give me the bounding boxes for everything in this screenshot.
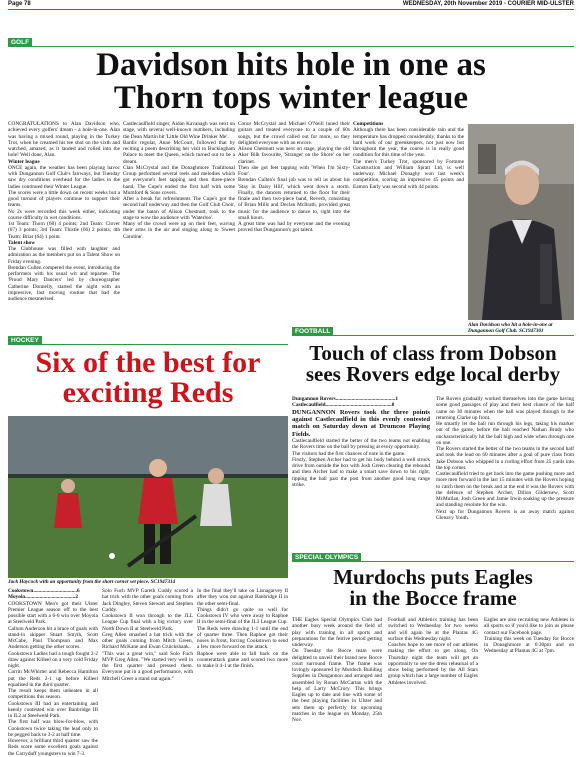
hockey-para: In the final they'll take on Lisnagarvey II after they won out against Banbridge II in the other semi-final. bbox=[197, 588, 288, 607]
golf-para: A great time was had by everyone and the evening proved that Dungannon's got talent. bbox=[238, 221, 350, 234]
football-para: The Rovers gradually worked themselves into the game having some good passages of play and their best chance of the half came on 30 minutes when the ball was played through to the returning Clarke up front. bbox=[436, 396, 574, 421]
hockey-scoreline-2: Moyola......................................2 bbox=[8, 594, 79, 601]
hockey-col-1 bbox=[8, 588, 98, 757]
football-para: Next up for Dungannon Rovers is an away match against Glenavy Youth. bbox=[436, 508, 574, 521]
football-body bbox=[292, 396, 574, 552]
special-col-1 bbox=[292, 617, 382, 723]
page-number: Page 78 bbox=[8, 1, 31, 7]
golf-col-4 bbox=[353, 121, 464, 190]
football-headline bbox=[292, 343, 574, 385]
hockey-score-2: 2 bbox=[75, 594, 79, 601]
hockey-score-1: 6 bbox=[77, 588, 80, 594]
special-headline-line-1: Murdochs puts Eagles bbox=[333, 565, 533, 589]
hockey-para: The Reds were drawing 1-1 until the end of quarter three. Then Raphoe got their noses in front, forcing Cookstown to send a few more forward on the attack. bbox=[197, 625, 288, 651]
football-team-1: Dungannon Rovers bbox=[292, 396, 336, 402]
hockey-para: COOKSTOWN Men's got their Ulster Premier League season off to the best possible start with a 6-0 win over Moyola at Steelweld Park. bbox=[8, 600, 98, 626]
golf-para: Many of the crowd were up on their feet, waving their arms in the air and singing along to 'Sweet Caroline'. bbox=[123, 221, 235, 240]
golf-subhead: Competitions bbox=[353, 121, 384, 127]
section-rule-hockey bbox=[8, 344, 288, 345]
football-team-2: Castlecaulfield bbox=[292, 402, 326, 409]
special-para: On Tuesday the Bocce team were delighted to unveil their brand new Bocce court surround frame. The frame was lovingly sponsored by Murdoch Building Supplies in Dungannon and arranged and assembled by Ronan McCartan with the help of Larry McCrory. This brings Eagles up to date and line with some of the best playing facilities in Ulster and sets them up perfectly for upcoming matches in the league on Monday, 25th Nov. bbox=[292, 648, 382, 723]
golf-body bbox=[8, 121, 464, 331]
hockey-image bbox=[8, 416, 288, 578]
hockey-para: The result keeps them unbeaten in all competitions this season. bbox=[8, 688, 98, 701]
dateline: WEDNESDAY, 20th November 2019 - COURIER MID-ULSTER bbox=[402, 1, 574, 7]
golfer-image bbox=[468, 124, 574, 320]
golf-headline bbox=[8, 49, 574, 115]
hockey-para: Cookstown Ladies had a tough fought 2-2 draw against Killeel on a very cold Friday night. bbox=[8, 650, 98, 669]
section-tag-football: FOOTBALL bbox=[292, 327, 333, 336]
golf-para: Clan McCrystal and the Donaghmore Traditional Group performed several reels and melodies which got everyone's feet tapping and then three-piece band, The Cupe's ended the first half with some Mumford & Sons covers. bbox=[123, 164, 235, 196]
section-tag-special-olympics: SPECIAL OLYMPICS bbox=[292, 553, 361, 562]
top-rule bbox=[8, 9, 574, 10]
hockey-para: Callum Anderson hit a brace of goals with stand-in skipper Stuart Smyth, Scott McCabe, Paul Thompson and Max Anderson getting the other scores. bbox=[8, 625, 98, 651]
hockey-headline-line-2: exciting Reds bbox=[62, 376, 234, 409]
golf-para: The Clubhouse was filled with laughter and admiration as the members put on a Talent Show on Friday evening. bbox=[8, 246, 120, 265]
golf-col-2 bbox=[123, 121, 235, 240]
golf-para: Brendan Cullen compered the event, introducing the performers with his usual wit and repartee. The 'Proud Mary Dancers' led by choreographer Catherine Donnelly, started the night with an impressive, fast moving routine that had the audience mesmerised. bbox=[8, 264, 120, 302]
hockey-photo bbox=[8, 416, 288, 578]
golf-col-1 bbox=[8, 121, 120, 302]
golf-headline-line-1: Davidson hits hole in one as bbox=[96, 47, 486, 83]
golf-para: CONGRATULATIONS to Alan Davidson who, achieved every golfers' dream - a hole-in-one. Alan was having a mixed round, playing in the Turkey Trot, when he creamed his tee shot on the sixth and watched, amazed, as it landed and rolled into the hole! Well done, Alan. bbox=[8, 121, 120, 159]
football-scoreline-2: Castlecaulfield..................................................0 bbox=[292, 402, 395, 409]
hockey-headline-line-1: Six of the best for bbox=[35, 346, 261, 379]
golf-para: No 2s were recorded this week either, indicating course difficulty in wet conditions. bbox=[8, 208, 120, 221]
hockey-body bbox=[8, 588, 288, 757]
golf-para: ONCE again, the weather has been playing havoc with Dungannon Golf Club's fairways, but Tuesday saw dry conditions overhead for the ladies in the ladies continued their Winter League. bbox=[8, 164, 120, 190]
golf-col-3 bbox=[238, 121, 350, 234]
golf-para: Conor McCrystal and Michael O'Neill tuned their guitars and treated everyone to a couple of 60s songs, but the crowd called out for more, so they delighted everyone with an encore. bbox=[238, 121, 350, 146]
football-score-1: 1 bbox=[395, 396, 398, 402]
golf-para: After a break for refreshments The Cupe's got the second half underway and then the Golf Club Choir, under the baton of Alison Chestnutt, took to the stage to wow the audience with 'Waterloo'. bbox=[123, 196, 235, 221]
football-headline-line-1: Touch of class from Dobson bbox=[309, 341, 557, 365]
special-headline bbox=[292, 567, 574, 609]
golf-para: The men's Turkey Trot, sponsored by Formme Construction and William Spratt Ltd, is well underway. Michael Donaghy won last week's competition, scoring an impressive 45 points and Eamon Early was second with 44 points. bbox=[353, 158, 464, 190]
football-para: Castlecaulfield tried to get back into the game pushing more and more men forward in the last 15 minutes with the Rovers hoping to catch them on the break and at the end it was the Rovers with the defence of Stephen Archer, Dillon Gildernew, Scott McMullan, Josh Green and Jamie Irwin soaking up the pressure and standing resolute for the win. bbox=[436, 471, 574, 509]
golf-photo bbox=[468, 124, 574, 320]
hockey-para: Greg Allen smashed a hat trick with the other goals coming from Mitch Green, Richard McKane and Ewan Cruickshank. bbox=[102, 631, 193, 651]
football-col-1 bbox=[292, 396, 430, 488]
hockey-para: "This was a great win," said Solo Fuch MVP Greg Allen. "We started very well in the first quarter and pressed them. Everyone put in a good performance, with Mitchell Greer a stand out again." bbox=[102, 650, 193, 682]
hockey-scoreline-1: Cookstown.................................6 bbox=[8, 588, 80, 594]
hockey-team-2: Moyola bbox=[8, 594, 26, 601]
football-para: He smartly let the ball run through his legs, taking his marker out of the game, before the ball reached Nathan Brady who uncharacteristically hit the ball high and wide when through one on one. bbox=[436, 421, 574, 446]
special-col-3 bbox=[484, 617, 574, 655]
golf-para: 1st Team: Thorn (68) 4 points; 2nd Team: Clover (67) 3 points; 3rd Team: Thistle (66) 2 points; 4th Team: Briar (64) 1 point. bbox=[8, 221, 120, 240]
section-tag-golf: GOLF bbox=[8, 38, 32, 47]
hockey-col-3 bbox=[197, 588, 288, 669]
hockey-caption: Jack Haycock with an opportunity from the short corner set piece. SC1947314 bbox=[8, 579, 176, 585]
football-para: The Rovers started the better of the two teams in the second half and took the lead on 60 minutes after a goal of pure class from Jake Dobson who whipped in a curling effort from 25 yards into the top corner. bbox=[436, 446, 574, 471]
hockey-headline bbox=[8, 348, 288, 408]
hockey-col-2 bbox=[102, 588, 193, 682]
special-para: Training this week on Tuesday for Bocce in Donaghmore at 6:30pm and on Wednesday at Plantas 4G at 7pm. bbox=[484, 635, 574, 655]
golf-para: Castlecaulfield singer, Aidan Kavanagh was next on stage, with several well-known numbers, including the Dean Martin hit 'Little Old Wine Drinker Me'. bbox=[123, 121, 235, 140]
golf-headline-line-2: Thorn tops winter league bbox=[113, 80, 469, 116]
football-lead: DUNGANNON Rovers took the three points against Castlecaulfield in this evenly contested match on Saturday down at Drumcoo Playing Fields. bbox=[292, 408, 430, 438]
golf-para: Alison Chestnutt was next on stage, playing the old Aker Bilk favourite, 'Stranger on the Shore' on her clarinet. bbox=[238, 146, 350, 165]
golf-subhead: Talent show bbox=[8, 239, 36, 246]
golf-para: Brendan Cullen's final job was to tell us about his 'Stay in Daisy Hill', which went down a storm. Finally, the dancers returned to the floor for their finale and then two-piece band, Reverb, consisting of Brian Mills and Declan McIlrath, provided great music for the audience to dance to, right into the small hours. bbox=[238, 177, 350, 221]
hockey-para: However, a brilliant third quarter saw the Reds score some excellent goals against the Carryduff youngsters to win 7-3. bbox=[8, 738, 98, 757]
hockey-para: Things didn't go quite so well for Cookstown IV who were away to Raphoe II in the semi-final of the JL3 League Cup. bbox=[197, 606, 288, 626]
golf-subhead: Winter league bbox=[8, 158, 40, 165]
football-score-2: 0 bbox=[391, 402, 395, 409]
football-headline-line-2: sees Rovers edge local derby bbox=[305, 362, 561, 386]
hockey-para: Solo Fuch MVP Gareth Cuddy scored a hat trick with the other goals coming from Jack Dingley, Steven Stewart and Stephen Cuddy. bbox=[102, 588, 193, 613]
golf-para: Then she got feet tapping with 'When I'm Sixty-Four'. bbox=[238, 164, 350, 177]
golf-caption: Alan Davidson who hit a hole-in-one at Dungannon Golf Club. SC1947301 bbox=[468, 322, 553, 334]
hockey-para: Cookstown II won through to the JLL League Cup final with a big victory over North Down II at Steelweld Park. bbox=[102, 613, 193, 632]
special-para: THE Eagles Special Olympics Club had another busy week around the field of play with training in all sports and preparations for the festive period getting underway. bbox=[292, 617, 382, 648]
football-para: Firstly, Stephen Archer had to get his body behind a well struck drive from outside the box with Josh Green clearing the rebound and then Archer had to make a smart save down to his right, tipping the ball past the post from another good long range strike. bbox=[292, 456, 430, 488]
hockey-para: Raphoe were able to fall back on the counterattack game and scored two more to make it 4-1 at the finish. bbox=[197, 650, 288, 669]
section-rule-special-olympics bbox=[292, 561, 574, 562]
football-col-2 bbox=[436, 396, 574, 521]
football-scoreline-1: Dungannon Rovers.............................................1 bbox=[292, 396, 398, 402]
hockey-team-1: Cookstown bbox=[8, 588, 34, 594]
hockey-para: Cookstown III had an entertaining and keenly contested win over Banbridge III in IL2 at Steelweld Park. bbox=[8, 700, 98, 719]
golf-para: The scores were a little down on recent weeks but a good turnout of players continue to support their teams. bbox=[8, 189, 120, 209]
hockey-para: The first half was blow-for-blow, with Cookstown twice taking the lead only to be pegged back to 3-2 at half time. bbox=[8, 719, 98, 738]
hockey-para: Corrin McWhirter and Rebecca Hamilton put the Reds 2-1 up before Killeel equalised in the third quarter. bbox=[8, 669, 98, 688]
section-tag-hockey: HOCKEY bbox=[8, 336, 42, 345]
section-rule-football bbox=[292, 335, 574, 336]
football-para: The visitors had the first chances of note in the game. bbox=[292, 450, 406, 457]
special-headline-line-2: in the Bocce frame bbox=[349, 586, 517, 610]
special-para: Coaches hope to see more of our athletes making the effort to get along. On Thursday night the team will get an opportunity to see the dress rehearsal of a show being performed by the All Stars group which has a large number of Eagles Athletes involved. bbox=[388, 642, 478, 686]
golf-para: Although there has been considerable rain and the temperature has dropped considerably, thanks to the hard work of our greenkeepers, not just now but throughout the year, the course is in really good condition for this time of the year. bbox=[353, 127, 464, 159]
special-col-2 bbox=[388, 617, 478, 686]
special-body bbox=[292, 617, 574, 735]
golf-para: Bardic regular, Anne McCourt, followed that by reciting a poem describing her visit to Buckingham Palace to meet the Queen, which turned out to be a dream. bbox=[123, 139, 235, 165]
special-para: Football and Athletics training has been switched to Wednesday for two weeks and will again be at the Plantas 4G surface this Wednesday night. bbox=[388, 617, 478, 642]
football-para: Castlecaulfield started the better of the two teams not enabling the Rovers time on the ball by pressing at every opportunity. bbox=[292, 438, 430, 451]
special-para: Eagles are also recruiting new Athletes in all sports so if you'd like to join us please contact our Facebook page. bbox=[484, 617, 574, 636]
